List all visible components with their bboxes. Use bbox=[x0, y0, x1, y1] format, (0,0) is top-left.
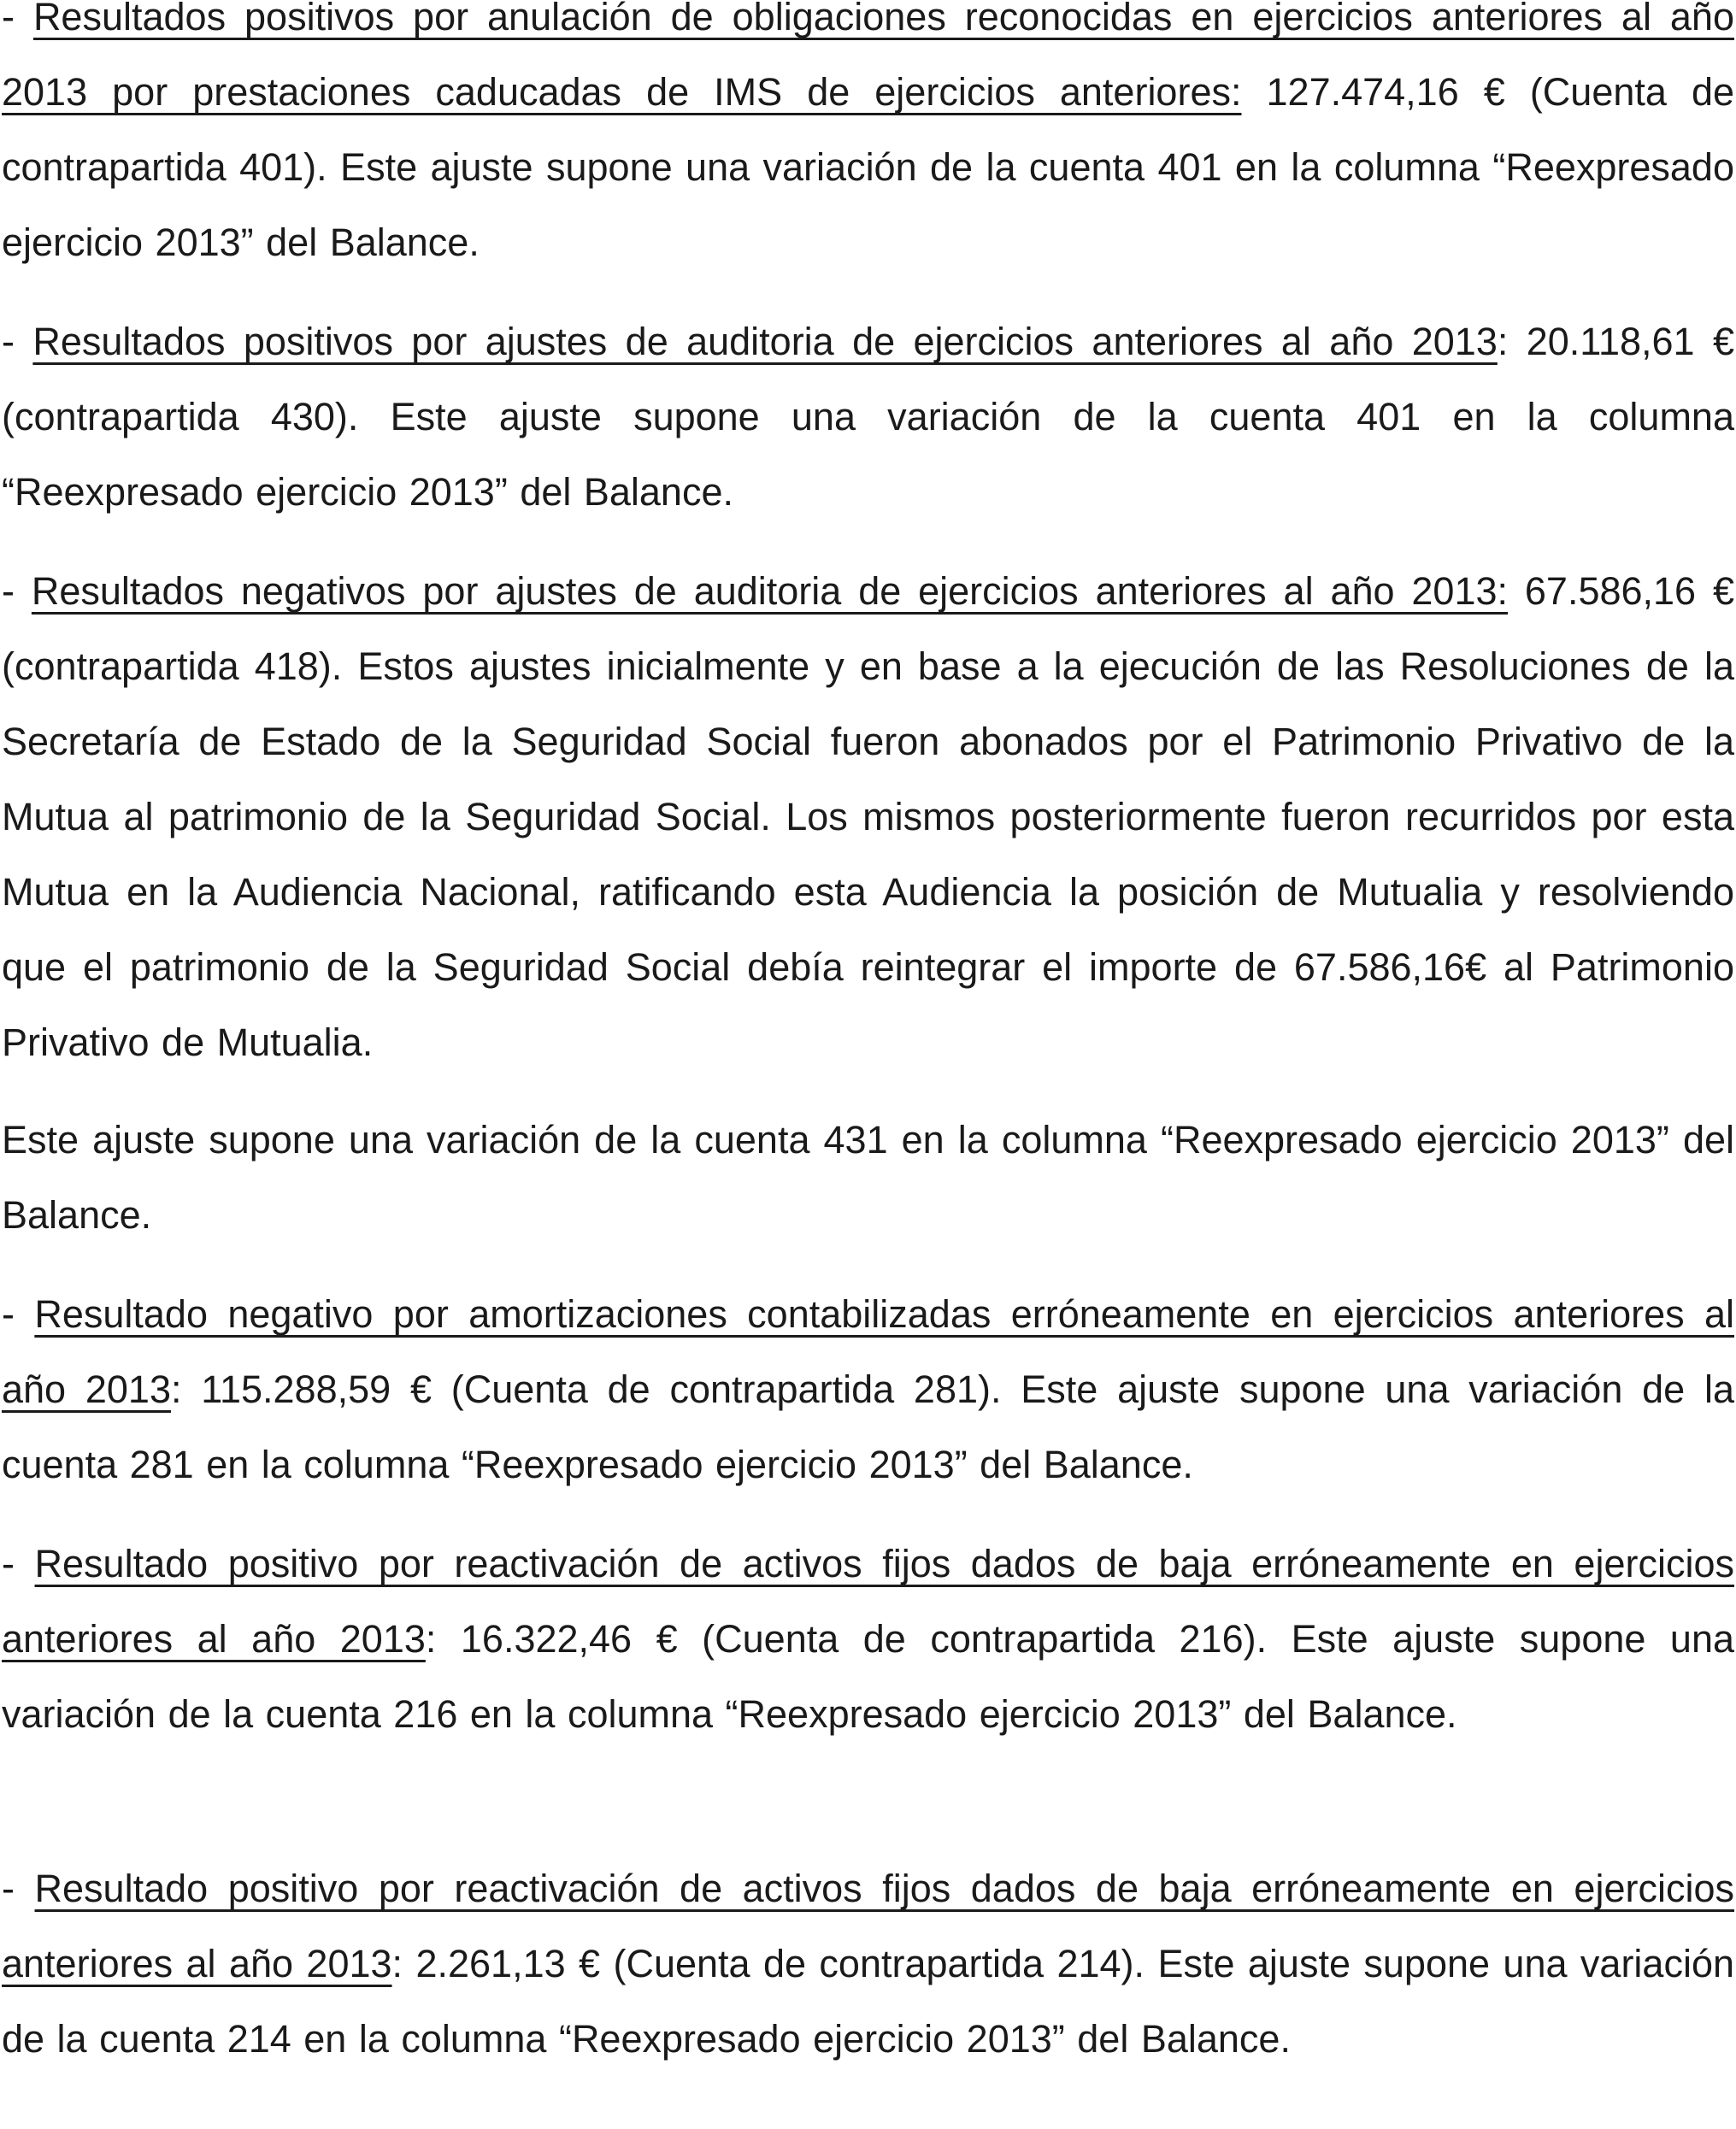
list-dash: - bbox=[2, 0, 33, 38]
list-dash: - bbox=[2, 320, 33, 363]
paragraph-body: 67.586,16 € (contrapartida 418). Estos ajustes inicialmente y en base a la ejecución de las Resoluciones de la Secretaría de Estado de la Seguridad Social fueron abonados por el Patrimonio Privativo de la Mutua al patrimonio de la Seguridad Social. Los mismos posteriormente fueron recurridos por esta Mutua en la Audiencia Nacional, ratificando esta Audiencia la posición de Mutualia y resolviendo que el patrimonio de la Seguridad Social debía reintegrar el importe de 67.586,16€ al Patrimonio Privativo de Mutualia. bbox=[2, 569, 1734, 1064]
paragraph-auditoria-positivos bbox=[0, 304, 1734, 530]
paragraph-body: Este ajuste supone una variación de la cuenta 431 en la columna “Reexpresado ejercicio 2013” del Balance. bbox=[2, 1118, 1734, 1237]
underlined-heading: Resultados positivos por anulación de obligaciones reconocidas en ejercicios anteriores al año 2013 por prestaciones caducadas de IMS de ejercicios anteriores: bbox=[2, 0, 1734, 114]
paragraph-body: : 115.288,59 € (Cuenta de contrapartida 281). Este ajuste supone una variación de la cuenta 281 en la columna “Reexpresado ejercicio 2013” del Balance. bbox=[2, 1367, 1734, 1486]
underlined-heading: Resultado negativo por amortizaciones contabilizadas erróneamente en ejercicios anteriores al año 2013 bbox=[2, 1292, 1734, 1411]
paragraph-body: : 2.261,13 € (Cuenta de contrapartida 214). Este ajuste supone una variación de la cuenta 214 en la columna “Reexpresado ejercicio 2013” del Balance. bbox=[2, 1942, 1735, 2061]
paragraph-ims-prestaciones bbox=[0, 0, 1734, 280]
paragraph-auditoria-negativos bbox=[0, 554, 1734, 1080]
paragraph-reactivacion-216 bbox=[0, 1526, 1734, 1752]
underlined-heading: Resultado positivo por reactivación de activos fijos dados de baja erróneamente en ejercicios anteriores al año 2013 bbox=[2, 1867, 1734, 1985]
underlined-heading: Resultado positivo por reactivación de activos fijos dados de baja erróneamente en ejercicios anteriores al año 2013 bbox=[2, 1542, 1734, 1661]
underlined-heading: Resultados positivos por ajustes de auditoria de ejercicios anteriores al año 2013 bbox=[32, 320, 1498, 363]
paragraph-reactivacion-214 bbox=[0, 1851, 1734, 2077]
paragraph-amortizaciones bbox=[0, 1277, 1734, 1503]
list-dash: - bbox=[2, 569, 32, 613]
paragraph-body: : 16.322,46 € (Cuenta de contrapartida 216). Este ajuste supone una variación de la cuenta 216 en la columna “Reexpresado ejercicio 2013” del Balance. bbox=[2, 1617, 1734, 1736]
list-dash: - bbox=[2, 1542, 35, 1585]
paragraph-body: 127.474,16 € (Cuenta de contrapartida 401). Este ajuste supone una variación de la cuenta 401 en la columna “Reexpresado ejercicio 2013” del Balance. bbox=[2, 70, 1735, 264]
list-dash: - bbox=[2, 1292, 35, 1336]
underlined-heading: Resultados negativos por ajustes de auditoria de ejercicios anteriores al año 2013: bbox=[31, 569, 1509, 613]
paragraph-body: : 20.118,61 € (contrapartida 430). Este ajuste supone una variación de la cuenta 401 en la columna “Reexpresado ejercicio 2013” del Balance. bbox=[2, 320, 1734, 514]
paragraph-ajuste-cuenta-431 bbox=[0, 1103, 1734, 1253]
list-dash: - bbox=[2, 1867, 35, 1910]
